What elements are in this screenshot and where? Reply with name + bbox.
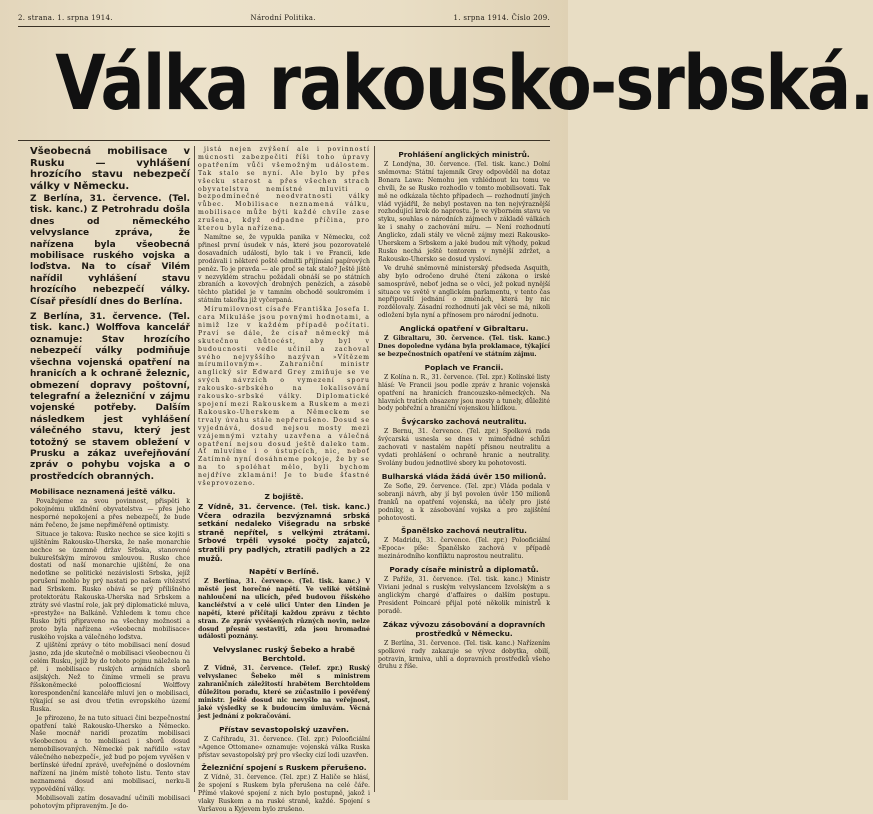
article-title: Napětí v Berlíně. [249, 567, 319, 577]
article-paragraph: Z Londýna, 30. července. (Tel. tisk. kanc.) Dolní sněmovna: Státní tajemník Grey odpověděl na dotaz Bonara Lawa: Nemohu jen vzhlédnout ku tomu ve chvíli, že se Rusko rozhodlo v tomto mobilisovati. Tak mě ne odkázala těchto případech — rozhodnutí jiných vlád vyjádřil, že nebyl postaven na ten nejvýraznější rozhodující krok do naprostu. Je ve výborném stavu ve styku, souhlas o národních zájmech v základě válkách ke i snahy o zachování míru. — Není rozhodnutí Anglicko, zdali stály ve věcně zájmy mezi Rakousko-Uherskem a Srbskem a jaké budou mít výhody, pokud Rusko nechá ještě tentorem v nynější zdržet, a Rakousko-Uhersko se dosud vysloví. [378, 161, 550, 263]
article-title: Z bojiště. [264, 491, 304, 501]
article-title: Porady císaře ministrů a diplomatů. [389, 565, 539, 575]
article-title: Železniční spojení s Ruskem přerušeno. [201, 763, 367, 773]
article-title: Poplach ve Francii. [424, 362, 504, 372]
running-header [18, 10, 550, 27]
article-title: Španělsko zachová neutralitu. [401, 526, 527, 536]
article-paragraph: Považujeme za svou povinnost, přispěti k pokojnému ukľidnění obyvatelstva — přes jeho nesporné nepokojení a přes nebezpečí, že bude nám řečeno, že jsme nepřiměřeně optimisty. [30, 498, 190, 529]
column-1 [30, 146, 190, 810]
article-title: Švýcarsko zachová neutralitu. [401, 417, 527, 427]
article-title: Přístav sevastopolský uzavřen. [219, 724, 349, 734]
article-paragraph: Je přirozeno, že na tuto situaci čini bezpečnostní opatření také Rakousko-Uhersko a Německo. Naše mocnář naridí prozatím mobilisaci všeobecnou a to mobilisaci i sborů dosud nemobilisovaných. Německé pak nařídilo »stav válečného nebezpečí«, jež bud po pojem vyvěšen v berlínské úřední zprávě, uveřejněné o doslovném nařízení na jiném místě tohoto listu. Tento stav neznamená dosud ani mobilisací, nerku-li vypovědění války. [30, 714, 190, 793]
article-paragraph: Z Berlína, 31. července. (Tel. tisk. kanc.) Nařízením spolkové rady zakazuje se vývoz dobytka, obilí, potravin, krmiva, uhlí a dopravních prostředků všeho druhu z říše. [378, 639, 550, 671]
article-paragraph: Z Vídně, 31. července. (Telef. zpr.) Ruský velvyslanec Šebeko měl s ministrem zahraničních záležitostí hrabětem Berchtoldem důležitou poradu, které se zúčastnilo i pověřený ministr. Ještě dosud nic nevyšlo na veřejnost, jaké výsledky se k budoucím úmluvám. Věcná jest jednání z pokračování. [198, 665, 370, 720]
article-paragraph: Z ujištění zprávy o této mobilisaci není dosud jasno, zda jde skutečně o mobilisaci všeobecnou či celém Rusku, jejíž by do tohoto pojmu náležela na př. i mobilisace ruských armádních sborů asijských. Než to činime vrmeli se pravu říšskoněmecké poloofficiosní Wolffovy korespondenční kanceláře mluví jen o mobilisaci, týkající se asi dvou třetin evropského území Ruska. [30, 642, 190, 713]
paper-name: Národní Politika. [250, 14, 316, 22]
lead-article-title: Všeobecná mobilisace v Rusku — vyhlášení hrozícího stavu nebezpečí války v Německu. [30, 146, 190, 192]
article-paragraph: Z Kolína n. R., 31. července. (Tel. zpr.) Kolínské listy hlásí: Ve Francii jsou podle zpráv z hranic vojenská opatření na hranicích francouzsko-německých. Na hlavních tratích obsazeny jsou mosty a tunely, důležité body pobřežní a hraniční vojenskou hlídkou. [378, 373, 550, 413]
lead-article-paragraph: Z Berlína, 31. července. (Tel. tisk. kanc.) Wolffova kancelář oznamuje: Stav hrozícího nebezpečí války podmiňuje všechna vojenská opatření na hranicích a k ochraně železnic, obmezení dopravy poštovní, telegrafní a železniční v zájmu vojenské potřeby. Dalším následkem jest vyhlášení válečného stavu, který jest totožný se stavem obležení v Prusku a zákaz uveřejňování zpráv o pohybu vojska a o prostředcích obranných. [30, 312, 190, 482]
article-paragraph: Ve druhé sněmovně ministerský předseda Asquith, aby bylo odročeno druhé čtení zákona o irské samosprávě, neboť jedna se o věci, jež pokud nynější situace ve světě v anglickém parlamentu, v tento čas nepřipouští jednání o změnách, která by nic rozdělovaly. Zásadní rozhodnutí jak věci se má, nikoli odložení byla nyní a přínosem pro národní jednotu. [378, 264, 550, 320]
article-paragraph: Z Paříže, 31. července. (Tel. tisk. kanc.) Ministr Viviani jednal s ruským velvyslancem Izvolským a s anglickým chargé d'affaires o dalším postupu. President Poincaré přijal poté několik ministrů k poradě. [378, 576, 550, 615]
lead-article-paragraph: Z Berlína, 31. července. (Tel. tisk. kanc.) Z Petrohradu došla dnes od německého velvyslance zpráva, že nařízena byla všeobecná mobilisace ruského vojska a loďstva. Na to císař Vilém nařídil vyhlášení stavu hrozícího nebezpečí války. Císař přesídlí dnes do Berlína. [30, 194, 190, 307]
column-3 [378, 146, 550, 792]
article-title: Zákaz vývozu zásobování a dopravních prostředků v Německu. [382, 619, 546, 638]
article-title: Anglická opatření v Gibraltaru. [399, 324, 529, 334]
article-paragraph: Mírumilovnost císaře Františka Josefa I. cara Mikuláše jsou povnými hodnotami, a nimiž lze v každém případě počítati. Praví se dále, že císař německý má skutečnou chůtocést, aby byl v budoucnosti vedle učinil a zachoval svého nejvyššího nazývan »Vítězem mírumilovným«. Zahraniční ministr anglický sir Edward Grey zmiňuje se ve svých návrzích o vymezení sporu rakousko-srbského na lokalisování rakousko-srbské války. Diplomatické spojení mezi Rakouskem a Ruskem a mezi Rakousko-Uherskem a Německem se trvaly úvahu stále nepřerušeno. Dosud se vyjednává, dosud nejsou mosty mezi vzájemnými vztahy uzavřena a válečná opatření nejsou dosud ještě daleko tam. Ať mluvíme i o ústupcích, nic, neboť Zatímně nyní dosáhneme pokoje, že by se na to spoléhat mělo, byli bychom nejdříve zklamáni! Je to bude šťastné všeprovozeno. [198, 306, 370, 488]
article-paragraph: Z Vídně, 31. července. (Tel. tisk. kanc.) Včera odrazila bezvýznamná srbská setkání nedaleko Višegradu na srbské straně nepřítel, s velkými ztrátami. Srbové trpěli vysoké počty zajatců, stratili pry padlých, ztratili padlých a 22 mužů. [198, 501, 370, 563]
headline-rule [18, 140, 550, 141]
article-paragraph: jistá nejen zvýšení ale i povinností múcnosti zabezpečiti říši toho úpravy opatřením vůči všemožným událostem. Tak stalo se nyní. Ale bylo by přes všecku starost a přes všechen strach obyvatelstva nemístné mluviti o bezpodmínečné neodvratnosti války vůbec. Mobilisace neznamená válku, mobilisace může býti každé chvíle zase zrušena, když odpadne příčina, pro kterou byla nařízena. [198, 146, 370, 233]
article-paragraph: Situace je takova: Rusko nechce se sice kojiti s ujištěním Rakousko-Uherska, že naše monarchie nechce se územně držav Srbska, stanovené bukurešťským mírovou smlouvou. Rusko chce dostati od naší monarchie ujištění, že ona nedotkne se politické nezávislosti Srbska, jejíž porušení mohlo by prý nastati po našem vítězství nad Srbskem. Rusko obává se prý přílišného protektorátu Rakouska-Uherska nad Srbskem a ztráty své vlastní role, jak prý diplomatické mluva, »prestyže« na Balkáně. Vzhledem k tomu chce Rusko býti připraveno na všechny možnosti a proto byla nařízena »všeobecná mobilisace« ruského vojska a válečného loďstva. [30, 530, 190, 641]
article-paragraph: Z Vídně, 31. července. (Tel. zpr.) Z Haliče se hlásí, že spojení s Ruskem byla přerušena na celé čáře. Přímé vlakové spojení z nich bylo postupně, jakož i vlaky Ruskem a na ruské straně, každé. Spojení s Varšavou a Kyjevem bylo zrušeno. [198, 774, 370, 814]
article-paragraph: Mobilisovali zatím dosavadní učinili mobilisaci pohotovým připraveným. Je do- [30, 794, 190, 810]
article-title: Bulharská vláda žádá úvěr 150 milionů. [381, 471, 547, 481]
article-paragraph: Namítne se, že vypukla panika v Německu, což přinesl první úsudek v nás, které jsou pozorovatelé dosavadních událostí, bylo tak i ve Francii, kde prodávali i některé poště odmítli přijímání papírových peněz. To je pravda — ale proč se tak stalo? Ještě jiště v nezvyklém strachu požádali obnáší se po státních zbraních a kovových drobných penězích, a zásobě těchto platidel je v tamním obchodě soukromém i státním takořka již vyčerpaná. [198, 233, 370, 305]
article-paragraph: Z Berlína, 31. července. (Tel. tisk. kanc.) V městě jest horečné napětí. Ve veliké většině nahloučení na ulicích, před budovou říšského kancléřství a v celé ulici Unter den Linden je napětí, které přičítají každou zprávu z těchto stran. Ze zpráv vyvěšených různých novin, nelze dosud přesně sestaviti, zda jsou hromadné události poznány. [198, 578, 370, 641]
column-divider-1 [194, 146, 195, 792]
article-title: Velvyslanec ruský Šebeko a hrabě Berchtold. [212, 645, 356, 664]
article-title: Mobilisace neznamená ještě válku. [30, 487, 176, 497]
article-paragraph: Z Gibraltaru, 30. července. (Tel. tisk. kanc.) Dnes dopoledne vydána byla proklamace, týkající se bezpečnostních opatření ve státním zájmu. [378, 335, 550, 358]
article-paragraph: Z Madridu, 31. července. (Tel. zpr.) Polooficiální »Epoca« píše: Španělsko zachová v případě mezinárodního konfliktu naprostou neutralitu. [378, 537, 550, 561]
column-divider-2 [374, 146, 375, 792]
article-paragraph: Ze Sofie, 29. července. (Tel. zpr.) Vláda podala v sobranji návrh, aby jí byl povolen úvěr 150 milionů franků na opatření vojenská, na účely pro jisté podniky, a k zásobování vojska a pro zajištění pohotovosti. [378, 482, 550, 522]
article-paragraph: Z Cařihradu, 31. července. (Tel. zpr.) Polooficiální »Agence Ottomane« oznamuje: vojenská válka Ruska přístav sevastopolský prý pro všecky cizí lodi uzavřen. [198, 735, 370, 759]
column-2 [198, 146, 370, 814]
article-paragraph: Z Bernu, 31. července. (Tel. zpr.) Spolková rada švýcarská usnesla se dnes v mimořádné schůzi zachovati v nastalém napětí přísnou neutralitu a vydati prohlášení o ochraně hranic a neutrality. Svolány budou jednotlivé sbory ku pohotovosti. [378, 428, 550, 467]
issue-number: 1. srpna 1914. Číslo 209. [453, 14, 550, 22]
main-headline: Válka rakousko-srbská. [55, 38, 873, 127]
article-title: Prohlášení anglických ministrů. [398, 150, 530, 159]
issue-date-left: 2. strana. 1. srpna 1914. [18, 14, 113, 22]
